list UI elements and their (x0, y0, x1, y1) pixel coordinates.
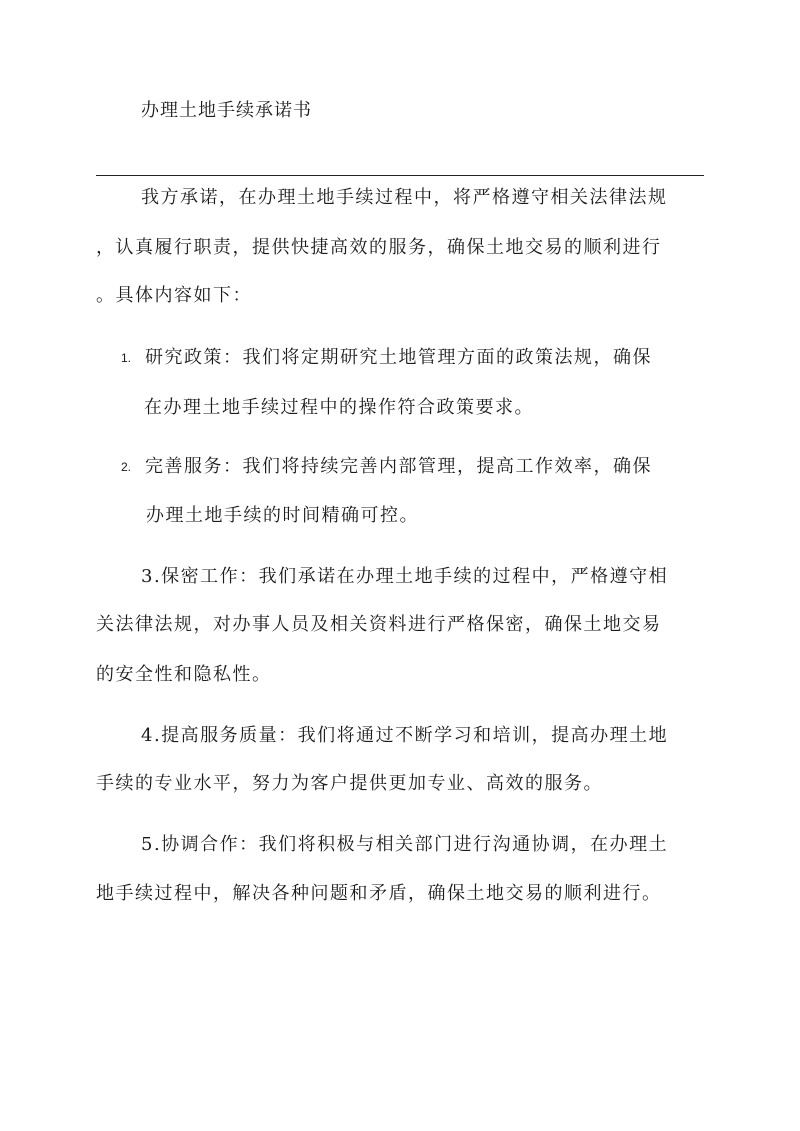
title-divider (96, 175, 704, 176)
item-1-number: 1. (121, 351, 132, 365)
item-2-text-1: 完善服务：我们将持续完善内部管理，提高工作效率，确保 (145, 456, 653, 477)
item-4-line-1: 4.提高服务质量：我们将通过不断学习和培训，提高办理土地 (141, 725, 669, 746)
intro-line-2: ，认真履行职责，提供快捷高效的服务，确保土地交易的顺利进行 (96, 237, 662, 258)
item-2-number: 2. (121, 460, 132, 474)
intro-line-3: 。具体内容如下： (96, 285, 252, 306)
item-3-line-1: 3.保密工作：我们承诺在办理土地手续的过程中，严格遵守相 (141, 566, 669, 587)
item-5-line-1: 5.协调合作：我们将积极与相关部门进行沟通协调，在办理土 (141, 834, 669, 855)
item-5-line-2: 地手续过程中，解决各种问题和矛盾，确保土地交易的顺利进行。 (96, 883, 662, 904)
item-1-line-1 (121, 346, 652, 370)
intro-line-1: 我方承诺，在办理土地手续过程中，将严格遵守相关法律法规 (141, 187, 668, 208)
item-1-line-2: 在办理土地手续过程中的操作符合政策要求。 (144, 397, 534, 418)
item-4-line-2: 手续的专业水平，努力为客户提供更加专业、高效的服务。 (96, 773, 603, 794)
item-3-line-2: 关法律法规，对办事人员及相关资料进行严格保密，确保土地交易 (96, 614, 662, 635)
item-2-line-1 (121, 455, 652, 479)
item-3-line-3: 的安全性和隐私性。 (96, 664, 272, 685)
document-title: 办理土地手续承诺书 (141, 100, 312, 121)
item-2-line-2: 办理土地手续的时间精确可控。 (146, 505, 419, 526)
item-1-text-1: 研究政策：我们将定期研究土地管理方面的政策法规，确保 (145, 347, 653, 368)
